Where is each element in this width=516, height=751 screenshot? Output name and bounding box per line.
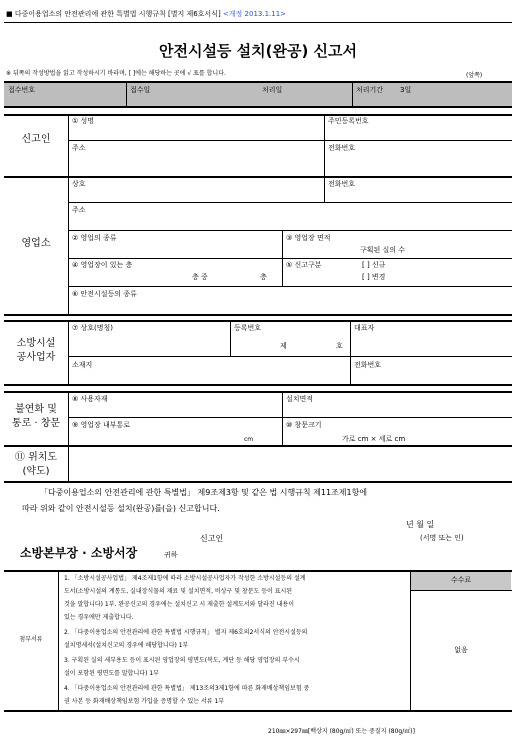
passage-label: ⑨ 영업장 내부통로	[72, 421, 131, 429]
paper-spec-footer: 210㎜×297㎜[백상지 (80g/㎡) 또는 중질지 (80g/㎡)]	[268, 728, 415, 735]
contractor-reg-value-a: 제	[280, 342, 287, 350]
location-map-line2: (약도)	[22, 466, 50, 477]
revision-note: <개정 2013.1.11>	[222, 10, 287, 18]
contractor-location-label: 소재지	[72, 361, 93, 369]
rule	[4, 481, 512, 483]
contractor-reg-value-b: 호	[336, 342, 343, 350]
rule	[4, 391, 512, 393]
rule	[68, 176, 69, 314]
report-change-checkbox[interactable]: [ ] 변경	[362, 273, 386, 281]
recipient-suffix: 귀하	[164, 551, 178, 559]
rule	[324, 176, 325, 202]
contractor-trade-name-label: ⑦ 상호(명칭)	[72, 324, 114, 332]
fee-header: 수수료	[450, 576, 472, 584]
rule	[68, 417, 512, 418]
rule	[58, 570, 59, 710]
receipt-date-label: 접수일	[130, 86, 151, 94]
rule	[4, 384, 512, 386]
rule	[68, 230, 512, 231]
receipt-row	[4, 82, 512, 106]
rule	[68, 445, 69, 481]
window-value: 가로 cm × 세로 cm	[342, 435, 406, 443]
form-header	[6, 10, 286, 18]
attachment-line: 설이 포함된 평면도를 말합니다) 1부	[64, 670, 159, 677]
business-section-label: 영업소	[21, 238, 51, 249]
receipt-number-label: 접수번호	[8, 86, 36, 94]
facility-kind-label: ⑥ 안전시설등의 종류	[72, 290, 137, 298]
report-type-label: ⑤ 신고구분	[286, 261, 322, 269]
attachments-label: 첨부서류	[19, 636, 43, 643]
rule	[230, 320, 231, 356]
rule	[4, 176, 512, 178]
rule	[410, 570, 411, 710]
business-area-label: ③ 영업장 면적	[286, 234, 331, 242]
rule	[350, 320, 351, 384]
contractor-phone-label: 전화번호	[354, 361, 382, 369]
attachment-line: 있는 경우에만 제출합니다.	[64, 614, 134, 621]
rule	[68, 286, 512, 287]
attachment-line: 1. 「소방시설공사업법」 제4조제1항에 따라 소방시설공사업자가 작성한 소방시설등의 설계	[64, 575, 306, 582]
applicant-phone-label: 전화번호	[328, 144, 356, 152]
business-address-label: 주소	[72, 206, 86, 214]
processing-period-label: 처리기간	[356, 86, 384, 94]
business-area-unit: 구획된 실의 수	[360, 246, 406, 254]
passage-unit: cm	[244, 436, 254, 443]
form-header-text: ■ 다중이용업소의 안전관리에 관한 특별법 시행규칙 [별지 제6호서식]	[6, 10, 221, 18]
attachment-line: 도서(소방시설의 계통도, 실내장식물의 재료 및 설치면적, 비상구 및 창문도 등이 표시된	[64, 588, 293, 595]
processing-period-value: 3일	[400, 86, 412, 94]
location-map-line1: ⑪ 위치도	[14, 452, 58, 463]
signer-sign: (서명 또는 인)	[420, 534, 464, 542]
rule	[126, 82, 127, 106]
business-floor-value-b: 층	[260, 273, 267, 281]
front-label: (앞쪽)	[466, 72, 483, 79]
processed-date-label: 처리일	[262, 86, 283, 94]
rule	[4, 81, 512, 83]
attachment-line: 것을 말합니다) 1부. 완공신고의 경우에는 설치신고 시 제출한 설계도서와 달라진 내용이	[64, 601, 294, 608]
rule	[4, 710, 512, 712]
rule	[4, 320, 512, 322]
rule	[4, 445, 512, 447]
rule	[68, 114, 69, 176]
resident-number-label: 주민등록번호	[328, 117, 369, 125]
fire-section-line2: 통로 · 창문	[11, 418, 61, 429]
contractor-reg-label: 등록번호	[234, 324, 262, 332]
business-trade-name-label: 상호	[72, 180, 86, 188]
rule	[4, 314, 512, 316]
attachment-line: 4. 「다중이용업소의 안전관리에 관한 특별법」 제13조의3제1항에 따른 화재배상책임보험 중	[64, 685, 310, 692]
rule	[410, 590, 512, 591]
header-rule	[4, 22, 512, 23]
fire-section-line1: 불연화 및	[15, 404, 57, 415]
business-floor-value-a: 층 중	[192, 273, 208, 281]
contractor-ceo-label: 대표자	[354, 324, 375, 332]
business-kind-label: ② 영업의 종류	[72, 234, 117, 242]
signer-label: 신고인	[200, 534, 224, 543]
attachment-line: 설치명세서(설치신고의 경우에 해당합니다) 1부	[64, 642, 189, 649]
rule	[324, 114, 325, 176]
form-notice: ※ 뒤쪽의 작성방법을 읽고 작성하시기 바라며, [ ]에는 해당하는 곳에 √ 표를 합니다.	[6, 70, 226, 77]
attachment-line: 3. 구획된 실의 세부용도 등이 표시된 영업장의 평면도(복도, 계단 등 해당 영업장의 부수시	[64, 657, 300, 664]
applicant-address-label: 주소	[72, 144, 86, 152]
rule	[4, 114, 512, 116]
rule	[68, 320, 69, 384]
attachment-line: 2. 「다중이용업소의 안전관리에 관한 특별법 시행규칙」 별지 제6호의2서식의 안전시설등의	[64, 629, 308, 636]
business-floor-label: ④ 영업장이 있는 층	[72, 261, 133, 269]
form-title: 안전시설등 설치(완공) 신고서	[158, 42, 358, 60]
declaration-line1: 「다중이용업소의 안전관리에 관한 특별법」 제9조제3항 및 같은 법 시행규칙 제11조제1항에	[40, 488, 368, 497]
rule	[68, 202, 512, 203]
install-area-label: 설치면적	[286, 395, 314, 403]
recipient-name: 소방본부장 · 소방서장	[20, 546, 138, 560]
rule	[4, 106, 512, 108]
rule	[68, 391, 69, 445]
contractor-section-line2: 공사업자	[16, 352, 56, 363]
applicant-section-label: 신고인	[21, 134, 51, 145]
rule	[352, 82, 353, 106]
declaration-line2: 따라 위와 같이 안전시설등 설치(완공)를(을) 신고합니다.	[22, 504, 220, 513]
contractor-section-line1: 소방시설	[16, 338, 56, 349]
fee-value: 없음	[454, 646, 468, 654]
date-line: 년 월 일	[406, 520, 435, 529]
rule	[68, 258, 512, 259]
business-phone-label: 전화번호	[328, 180, 356, 188]
window-label: ⑩ 창문크기	[286, 421, 322, 429]
rule	[282, 391, 283, 445]
material-label: ⑧ 사용자재	[72, 395, 108, 403]
attachment-line: 권 사본 등 화재배상책임보험 가입을 증명할 수 있는 서류 1부	[64, 698, 225, 705]
report-new-checkbox[interactable]: [ ] 신규	[362, 261, 386, 269]
rule	[68, 140, 512, 141]
rule	[68, 356, 512, 357]
applicant-name-label: ① 성명	[72, 117, 95, 125]
